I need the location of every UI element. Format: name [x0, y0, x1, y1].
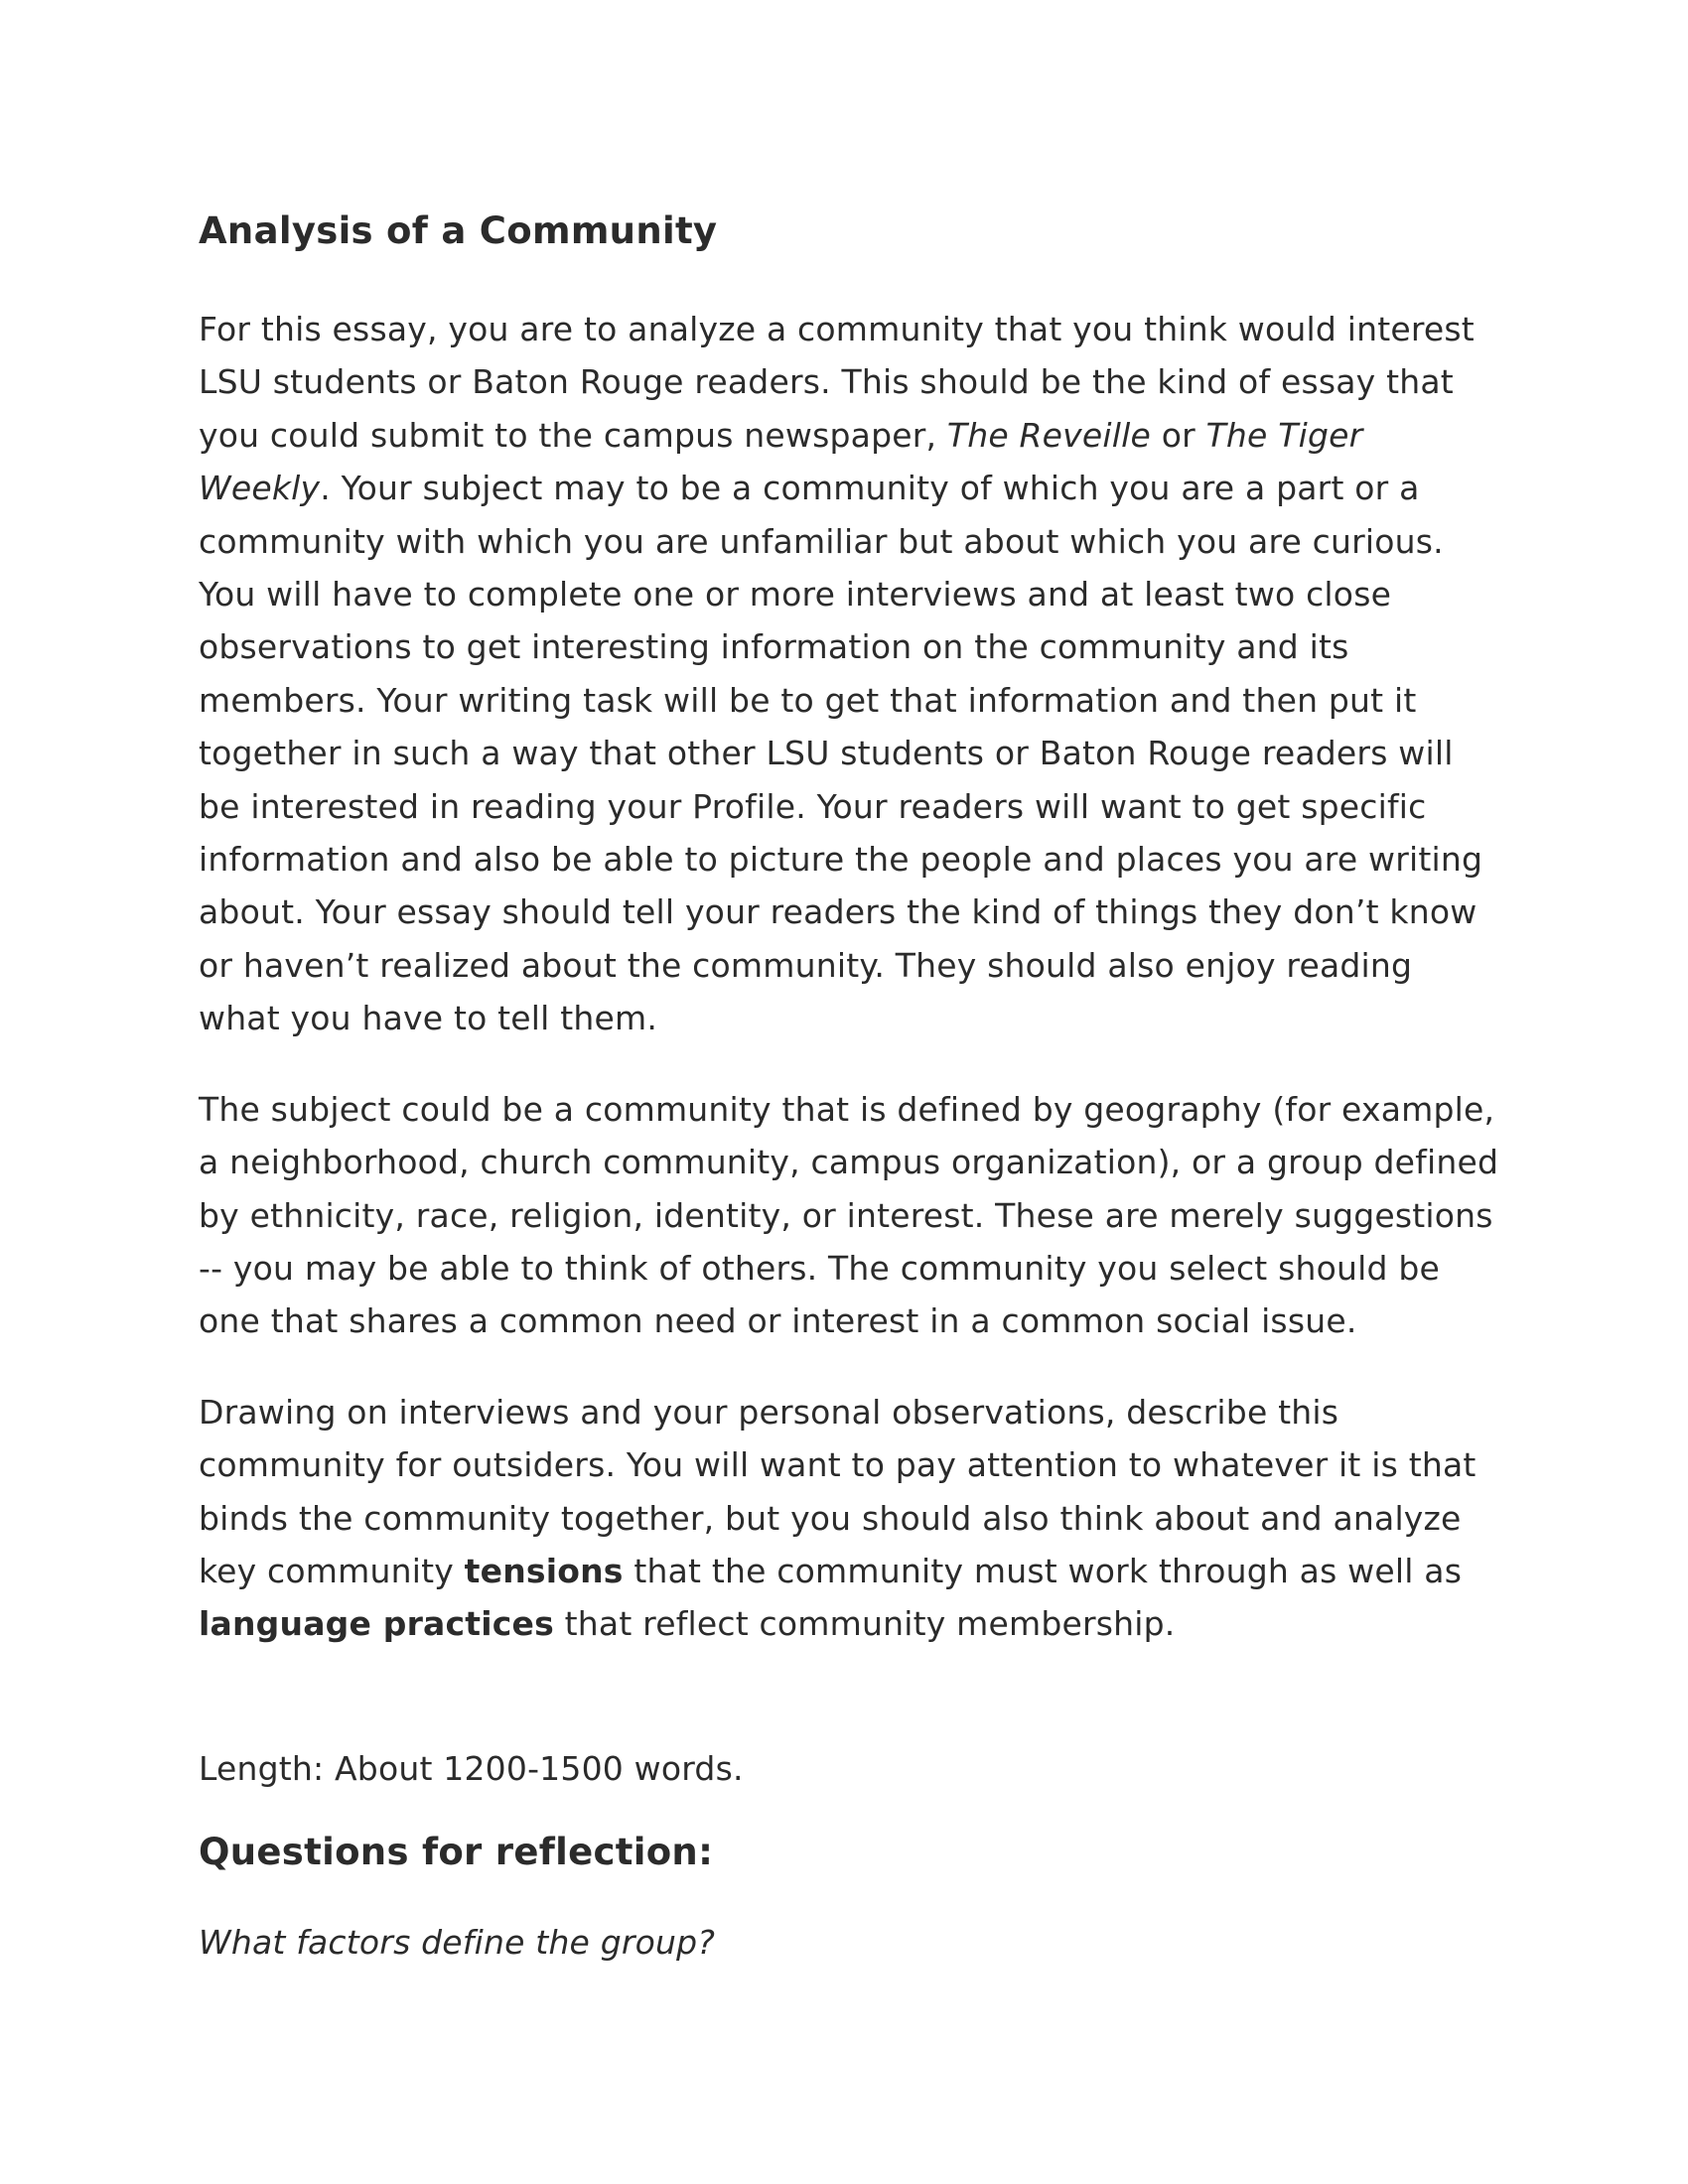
- questions-heading: Questions for reflection:: [199, 1831, 714, 1874]
- publication-reveille: The Reveille: [946, 415, 1152, 455]
- intro-text-1: For this essay, you are to analyze a community that you think would interest LSU students or Baton Rouge readers. This should be the kind of essay that you could submit to the campus newspaper,: [199, 310, 1475, 455]
- publication-tiger-weekly: The Tiger Weekly: [199, 415, 1363, 508]
- language-practices-term: language practices: [199, 1604, 554, 1644]
- document-page: [199, 204, 1499, 1970]
- subject-paragraph: The subject could be a community that is defined by geography (for example, a neighborhood, church community, campus organization), or a group defined by ethnicity, race, religion, identity, or interest. These are merely suggestions -- you may be able to think of others. The community you select should be one that shares a common need or interest in a common social issue.: [199, 1089, 1499, 1341]
- tensions-term: tensions: [464, 1551, 624, 1590]
- analysis-paragraph: [199, 1386, 1499, 1651]
- analysis-text-1: Drawing on interviews and your personal observations, describe this community for outsiders. You will want to pay attention to whatever it is that binds the community together, but you should also think about and analyze key community: [199, 1392, 1477, 1590]
- reflection-question: What factors define the group?: [199, 1923, 716, 1963]
- length-requirement: Length: About 1200-1500 words.: [199, 1748, 744, 1788]
- intro-text-2: or: [1151, 415, 1206, 455]
- analysis-text-3: that reflect community membership.: [553, 1604, 1176, 1644]
- intro-paragraph: [199, 303, 1499, 1045]
- analysis-text-2: that the community must work through as well as: [623, 1551, 1463, 1590]
- intro-text-3: . Your subject may to be a community of which you are a part or a community with which you are unfamiliar but about which you are curious. You will have to complete one or more interviews and at least two close observations to get interesting information on the community and its members. Your writing task will be to get that information and then put it together in such a way that other LSU students or Baton Rouge readers will be interested in reading your Profile. Your readers will want to get specific information and also be able to picture the people and places you are writing about. Your essay should tell your readers the kind of things they don’t know or haven’t realized about the community. They should also enjoy reading what you have to tell them.: [199, 469, 1483, 1038]
- document-title: Analysis of a Community: [199, 209, 718, 252]
